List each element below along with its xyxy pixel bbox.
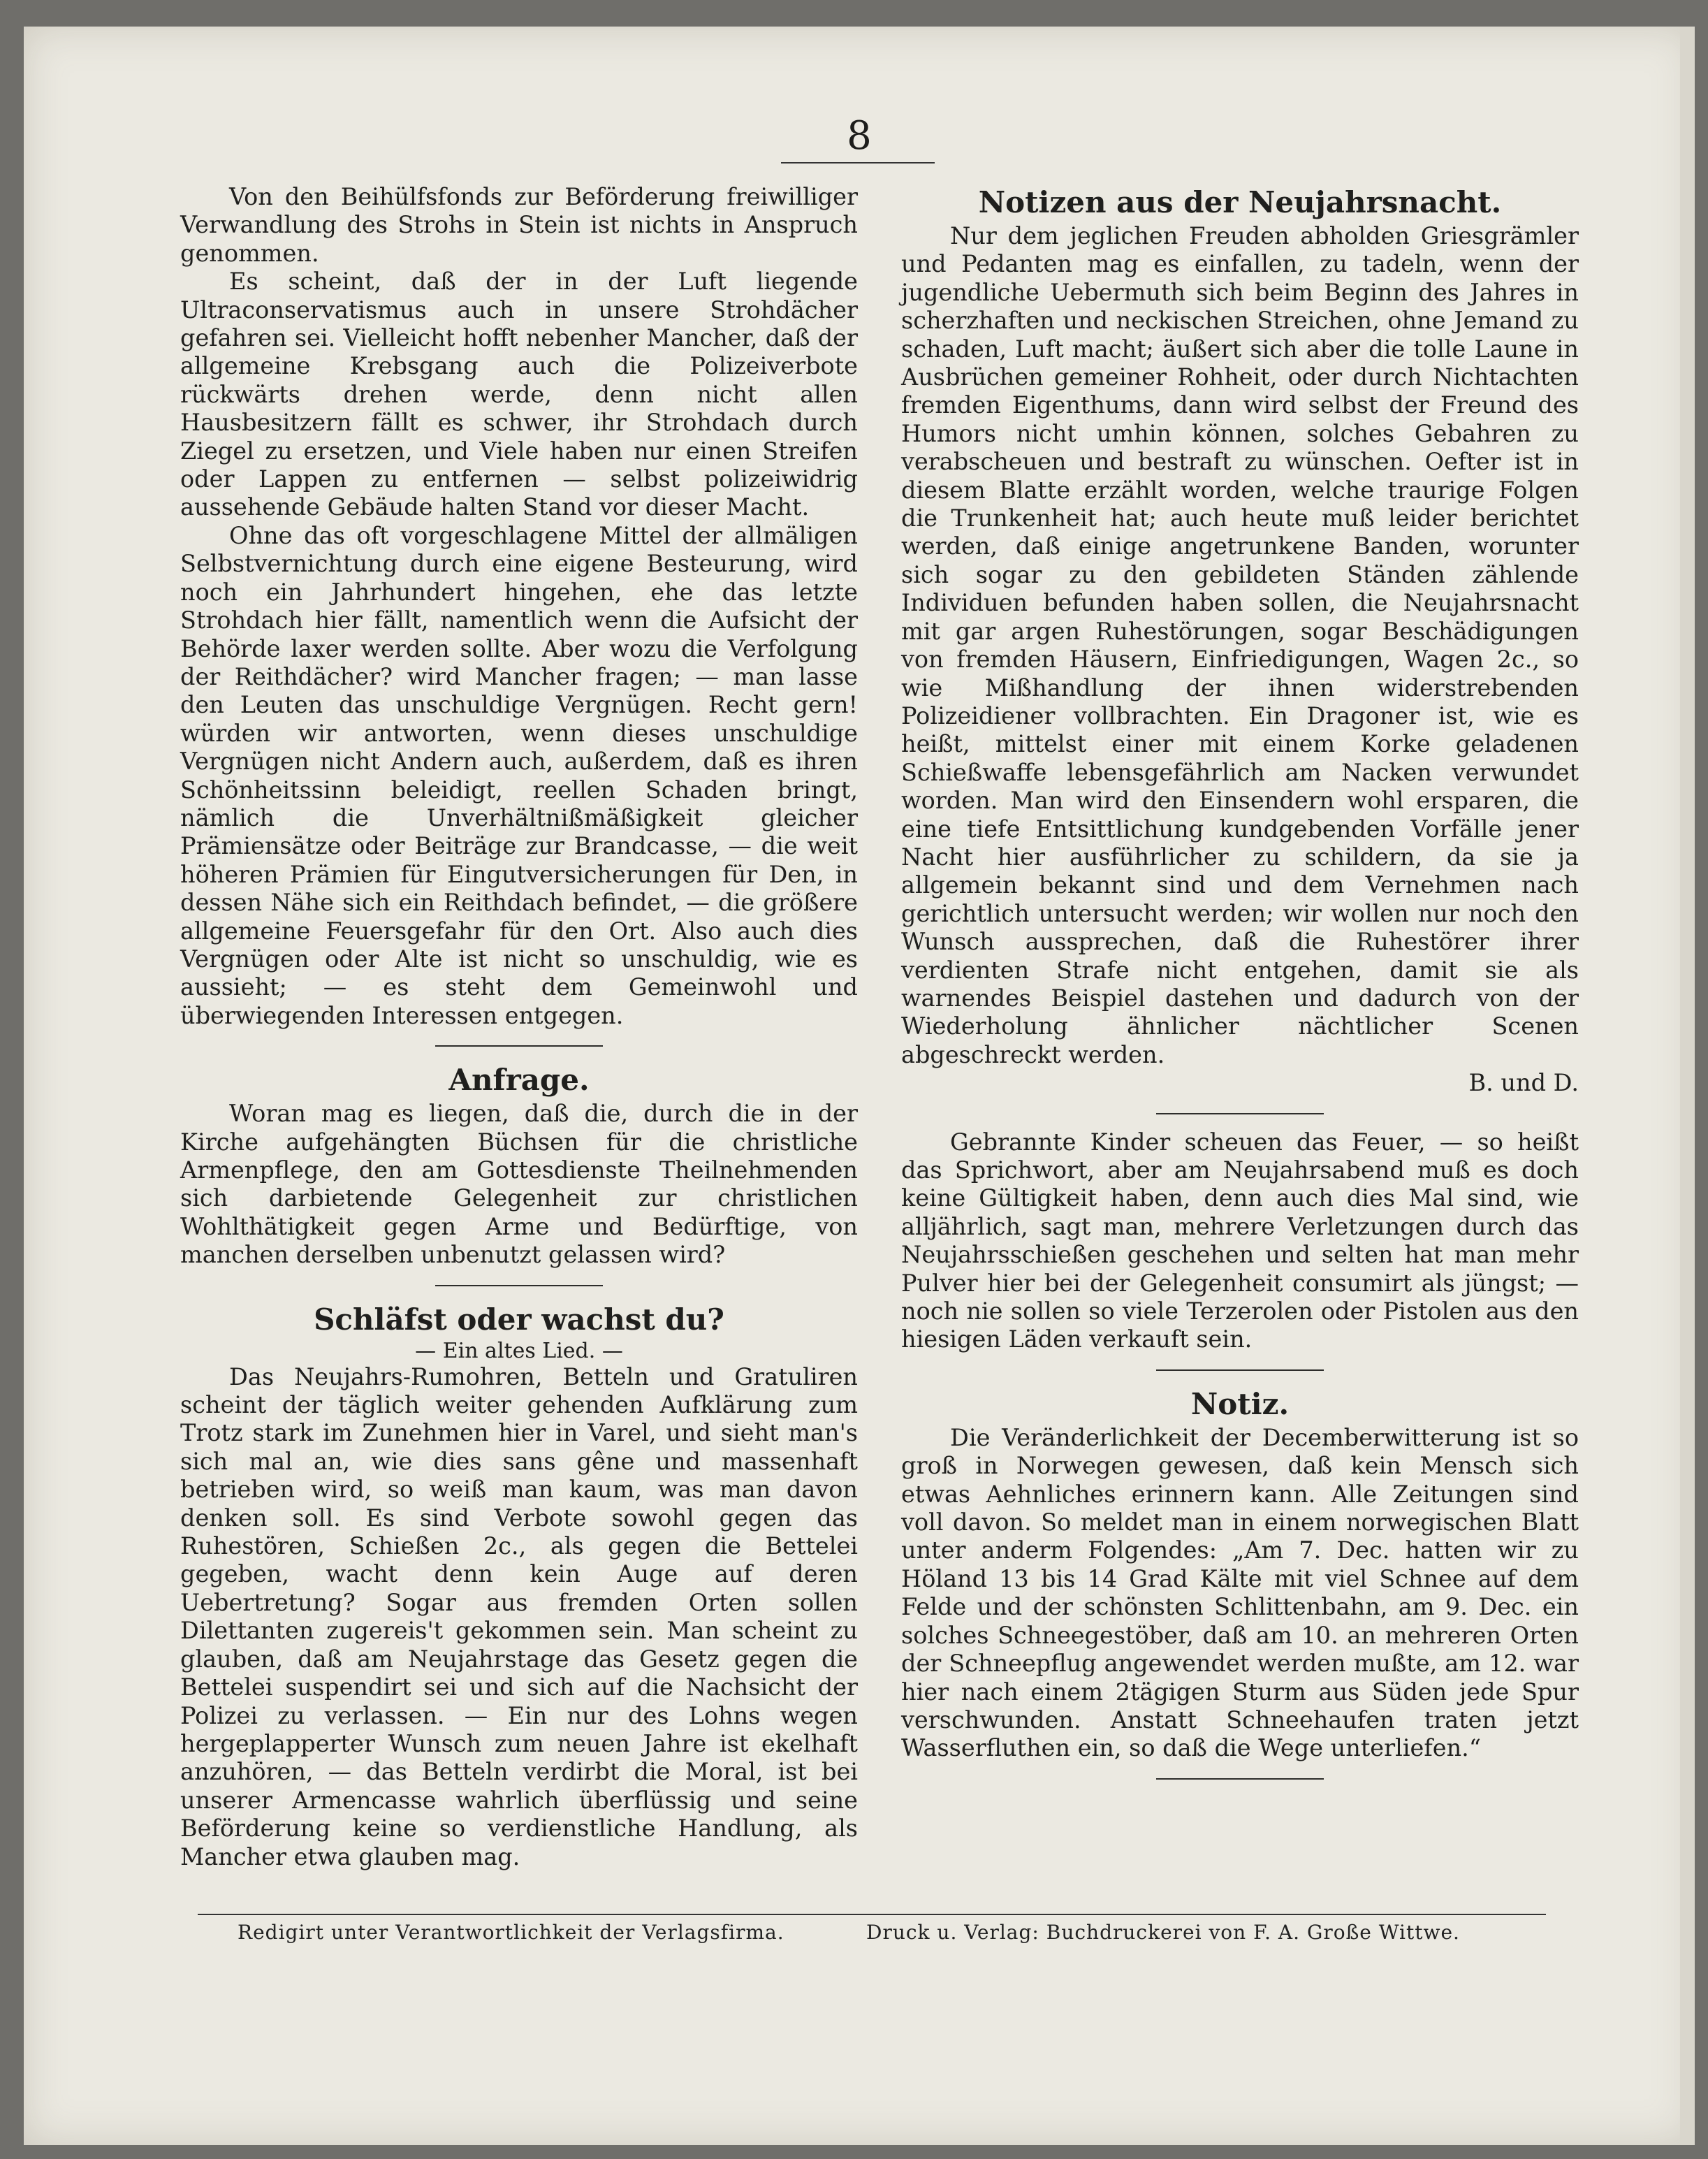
paragraph: Von den Beihülfsfonds zur Beförderung freiwilliger Verwandlung des Strohs in Stein ist nichts in Anspruch genommen. [180, 183, 858, 267]
signature: B. und D. [1468, 1069, 1579, 1097]
paragraph: Gebrannte Kinder scheuen das Feuer, — so heißt das Sprichwort, aber am Neujahrsabend muß es doch keine Gültigkeit haben, denn auch dies Mal sind, wie alljährlich, sagt man, mehrere Verletzungen durch das Neujahrsschießen geschehen und selten hat man mehr Pulver hier bei der Gelegenheit consumirt als jüngst; — noch nie sollen so viele Terzerolen oder Pistolen aus den hiesigen Läden verkauft sein. [901, 1128, 1579, 1353]
section-subheading: — Ein altes Lied. — [415, 1338, 623, 1363]
page-number: 8 [847, 113, 872, 159]
section-heading-notiz: Notiz. [1190, 1386, 1290, 1421]
section-separator [1156, 1113, 1324, 1114]
section-heading-anfrage: Anfrage. [448, 1063, 590, 1098]
paragraph: Die Veränderlichkeit der Decemberwitterung ist so groß in Norwegen gewesen, daß kein Mensch sich etwas Aehnliches erinnern kann. Alle Zeitungen sind voll davon. So meldet man in einem norwegischen Blatt unter anderm Folgendes: „Am 7. Dec. hatten wir zu Höland 13 bis 14 Grad Kälte mit viel Schnee auf dem Felde und der schönsten Schlittenbahn, am 9. Dec. ein solches Schneegestöber, daß am 10. an mehreren Orten der Schneepflug angewendet werden mußte, am 12. war hier nach einem 2tägigen Sturm aus Süden jede Spur verschwunden. Anstatt Schneehaufen traten jetzt Wasserfluthen ein, so daß die Wege unterliefen.“ [901, 1423, 1579, 1762]
paragraph: Woran mag es liegen, daß die, durch die in der Kirche aufgehängten Büchsen für die christliche Armenpflege, den am Gottesdienste Theilnehmenden sich darbietende Gelegenheit zur christlichen Wohlthätigkeit gegen Arme und Bedürftige, von manchen derselben unbenutzt gelassen wird? [180, 1100, 858, 1269]
footer-printer-note: Druck u. Verlag: Buchdruckerei von F. A. Große Wittwe. [866, 1921, 1460, 1944]
paragraph: Ohne das oft vorgeschlagene Mittel der allmäligen Selbstvernichtung durch eine eigene Besteurung, wird noch ein Jahrhundert hingehen, ehe das letzte Strohdach hier fällt, namentlich wenn die Aufsicht der Behörde laxer werden sollte. Aber wozu die Verfolgung der Reithdächer? wird Mancher fragen; — man lasse den Leuten das unschuldige Vergnügen. Recht gern! würden wir antworten, wenn dieses unschuldige Vergnügen nicht Andern auch, außerdem, daß es ihren Schönheitssinn beleidigt, reellen Schaden bringt, nämlich die Unverhältnißmäßigkeit gleicher Prämiensätze oder Beiträge zur Brandcasse, — die weit höheren Prämien für Eingutversicherungen für Den, in dessen Nähe sich ein Reithdach befindet, — die größere allgemeine Feuersgefahr für den Ort. Also auch dies Vergnügen oder Alte ist nicht so unschuldig, wie es aussieht; — es steht dem Gemeinwohl und überwiegenden Interessen entgegen. [180, 521, 858, 1029]
section-separator [1156, 1369, 1324, 1371]
footer-rule [198, 1914, 1546, 1915]
page-gutter [1680, 27, 1695, 2145]
section-heading-notizen: Notizen aus der Neujahrsnacht. [978, 185, 1502, 219]
section-separator [1156, 1778, 1324, 1780]
paragraph: Nur dem jeglichen Freuden abholden Griesgrämler und Pedanten mag es einfallen, zu tadeln, wenn der jugendliche Uebermuth sich beim Beginn des Jahres in scherzhaften und neckischen Streichen, ohne Jemand zu schaden, Luft macht; äußert sich aber die tolle Laune in Ausbrüchen gemeiner Rohheit, oder durch Nichtachten fremden Eigenthums, dann wird selbst der Freund des Humors nicht umhin können, solches Gebahren zu verabscheuen und bestraft zu wünschen. Oefter ist in diesem Blatte erzählt worden, welche traurige Folgen die Trunkenheit hat; auch heute muß leider berichtet werden, daß einige angetrunkene Banden, worunter sich sogar zu den gebildeten Ständen zählende Individuen befunden haben sollen, die Neujahrsnacht mit gar argen Ruhestörungen, sogar Beschädigungen von fremden Häusern, Einfriedigungen, Wagen 2c., so wie Mißhandlung der ihnen widerstrebenden Polizeidiener vollbrachten. Ein Dragoner ist, wie es heißt, mittelst einer mit einem Korke geladenen Schießwaffe lebensgefährlich am Nacken verwundet worden. Man wird den Einsendern wohl ersparen, die eine tiefe Entsittlichung kundgebenden Vorfälle jener Nacht hier ausführlicher zu schildern, da sie ja allgemein bekannt sind und dem Vernehmen nach gerichtlich untersucht werden; wir wollen nur noch den Wunsch aussprechen, daß die Ruhestörer ihrer verdienten Strafe nicht entgehen, damit sie als warnendes Beispiel dastehen und dadurch von der Wiederholung ähnlicher nächtlicher Scenen abgeschreckt werden. [901, 222, 1579, 1068]
paragraph: Es scheint, daß der in der Luft liegende Ultraconservatismus auch in unsere Strohdächer gefahren sei. Vielleicht hofft nebenher Mancher, daß der allgemeine Krebsgang auch die Polizeiverbote rückwärts drehen werde, denn nicht allen Hausbesitzern fällt es schwer, ihr Strohdach durch Ziegel zu ersetzen, und Viele haben nur einen Streifen oder Lappen zu entfernen — selbst polizeiwidrig aussehende Gebäude halten Stand vor dieser Macht. [180, 268, 858, 521]
section-separator [435, 1285, 603, 1286]
footer-editor-note: Redigirt unter Verantwortlichkeit der Verlagsfirma. [238, 1921, 784, 1944]
page-number-rule [781, 162, 935, 163]
paragraph: Das Neujahrs-Rumohren, Betteln und Gratuliren scheint der täglich weiter gehenden Aufklärung zum Trotz stark im Zunehmen hier in Varel, und sieht man's sich mal an, wie dies sans gêne und massenhaft betrieben wird, so weiß man kaum, was man davon denken soll. Es sind Verbote sowohl gegen das Ruhestören, Schießen 2c., als gegen die Bettelei gegeben, wacht denn kein Auge auf deren Uebertretung? Sogar aus fremden Orten sollen Dilettanten zugereis't gekommen sein. Man scheint zu glauben, daß am Neujahrstage das Gesetz gegen die Bettelei suspendirt sei und sich auf die Nachsicht der Polizei zu verlassen. — Ein nur des Lohns wegen hergeplapperter Wunsch zum neuen Jahre ist ekelhaft anzuhören, — das Betteln verdirbt die Moral, ist bei unserer Armencasse wahrlich überflüssig und seine Beförderung keine so verdienstliche Handlung, als Mancher etwa glauben mag. [180, 1362, 858, 1870]
left-column [180, 183, 858, 1871]
section-separator [435, 1045, 603, 1047]
right-column [901, 183, 1579, 1794]
section-heading-schlaefst: Schläfst oder wachst du? [314, 1302, 724, 1337]
